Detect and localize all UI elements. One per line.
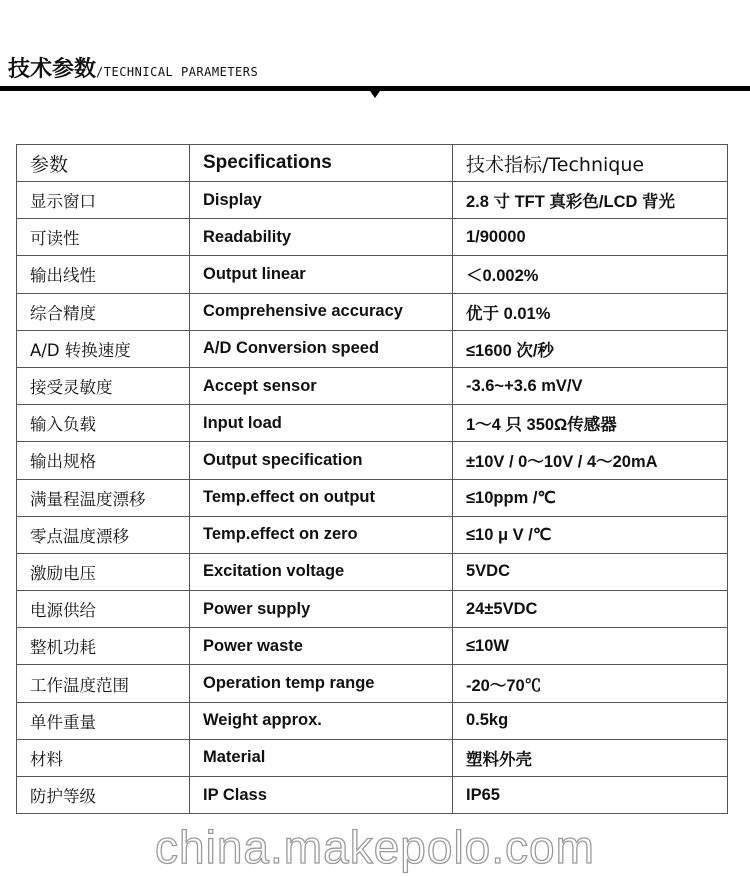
parameter-cell: 接受灵敏度: [17, 367, 190, 404]
parameter-cell: 零点温度漂移: [17, 516, 190, 553]
technique-cell: 1/90000: [453, 219, 728, 256]
parameter-cell: 显示窗口: [17, 182, 190, 219]
specification-cell: Input load: [190, 405, 453, 442]
table-row: [17, 293, 728, 330]
specification-cell: Readability: [190, 219, 453, 256]
technique-cell: ≤10W: [453, 628, 728, 665]
parameter-cell: 单件重量: [17, 702, 190, 739]
parameter-cell: 电源供给: [17, 591, 190, 628]
table-row: [17, 442, 728, 479]
header-cell-specifications: Specifications: [190, 145, 453, 182]
table-row: [17, 591, 728, 628]
table-header-row: [17, 145, 728, 182]
technique-cell: ≤10ppm /℃: [453, 479, 728, 516]
table-row: [17, 665, 728, 702]
section-title: [8, 52, 258, 83]
parameter-cell: 材料: [17, 739, 190, 776]
specification-cell: A/D Conversion speed: [190, 330, 453, 367]
section-title-cn: 技术参数: [8, 57, 97, 82]
technique-cell: -3.6~+3.6 mV/V: [453, 367, 728, 404]
technique-cell: ＜0.002%: [453, 256, 728, 293]
specification-cell: Material: [190, 739, 453, 776]
specification-cell: Output specification: [190, 442, 453, 479]
table-row: [17, 628, 728, 665]
specification-cell: Accept sensor: [190, 367, 453, 404]
spec-table-body: [17, 145, 728, 814]
technique-cell: ≤1600 次/秒: [453, 330, 728, 367]
table-row: [17, 479, 728, 516]
table-row: [17, 777, 728, 814]
specification-cell: Output linear: [190, 256, 453, 293]
technique-cell: 塑料外壳: [453, 739, 728, 776]
specification-cell: Power waste: [190, 628, 453, 665]
parameter-cell: 工作温度范围: [17, 665, 190, 702]
table-row: [17, 739, 728, 776]
table-row: [17, 330, 728, 367]
specification-cell: IP Class: [190, 777, 453, 814]
watermark: china.makepolo.com: [155, 821, 595, 873]
parameter-cell: 满量程温度漂移: [17, 479, 190, 516]
parameter-cell: 激励电压: [17, 553, 190, 590]
divider-arrow-icon: [370, 91, 380, 98]
technique-cell: 24±5VDC: [453, 591, 728, 628]
parameter-cell: 输出规格: [17, 442, 190, 479]
table-row: [17, 553, 728, 590]
parameter-cell: 综合精度: [17, 293, 190, 330]
parameter-cell: 整机功耗: [17, 628, 190, 665]
specification-cell: Temp.effect on zero: [190, 516, 453, 553]
specification-cell: Temp.effect on output: [190, 479, 453, 516]
technique-cell: -20～70℃: [453, 665, 728, 702]
table-row: [17, 405, 728, 442]
table-row: [17, 219, 728, 256]
technique-cell: 优于 0.01%: [453, 293, 728, 330]
section-title-en: /TECHNICAL PARAMETERS: [96, 65, 259, 79]
parameter-cell: 防护等级: [17, 777, 190, 814]
table-row: [17, 182, 728, 219]
table-row: [17, 702, 728, 739]
specification-cell: Comprehensive accuracy: [190, 293, 453, 330]
parameter-cell: 可读性: [17, 219, 190, 256]
table-row: [17, 516, 728, 553]
specification-cell: Weight approx.: [190, 702, 453, 739]
parameter-cell: 输入负载: [17, 405, 190, 442]
spec-table: [16, 144, 728, 814]
parameter-cell: A/D 转换速度: [17, 330, 190, 367]
technique-cell: IP65: [453, 777, 728, 814]
header-cell-technique: 技术指标/Technique: [453, 145, 728, 182]
table-row: [17, 367, 728, 404]
technique-cell: ≤10 μ V /℃: [453, 516, 728, 553]
technique-cell: 1～4 只 350Ω传感器: [453, 405, 728, 442]
header-cell-parameter: 参数: [17, 145, 190, 182]
table-row: [17, 256, 728, 293]
technique-cell: ±10V / 0～10V / 4～20mA: [453, 442, 728, 479]
specification-cell: Operation temp range: [190, 665, 453, 702]
specification-cell: Excitation voltage: [190, 553, 453, 590]
specification-cell: Display: [190, 182, 453, 219]
specification-cell: Power supply: [190, 591, 453, 628]
parameter-cell: 输出线性: [17, 256, 190, 293]
technique-cell: 5VDC: [453, 553, 728, 590]
technique-cell: 2.8 寸 TFT 真彩色/LCD 背光: [453, 182, 728, 219]
technique-cell: 0.5kg: [453, 702, 728, 739]
